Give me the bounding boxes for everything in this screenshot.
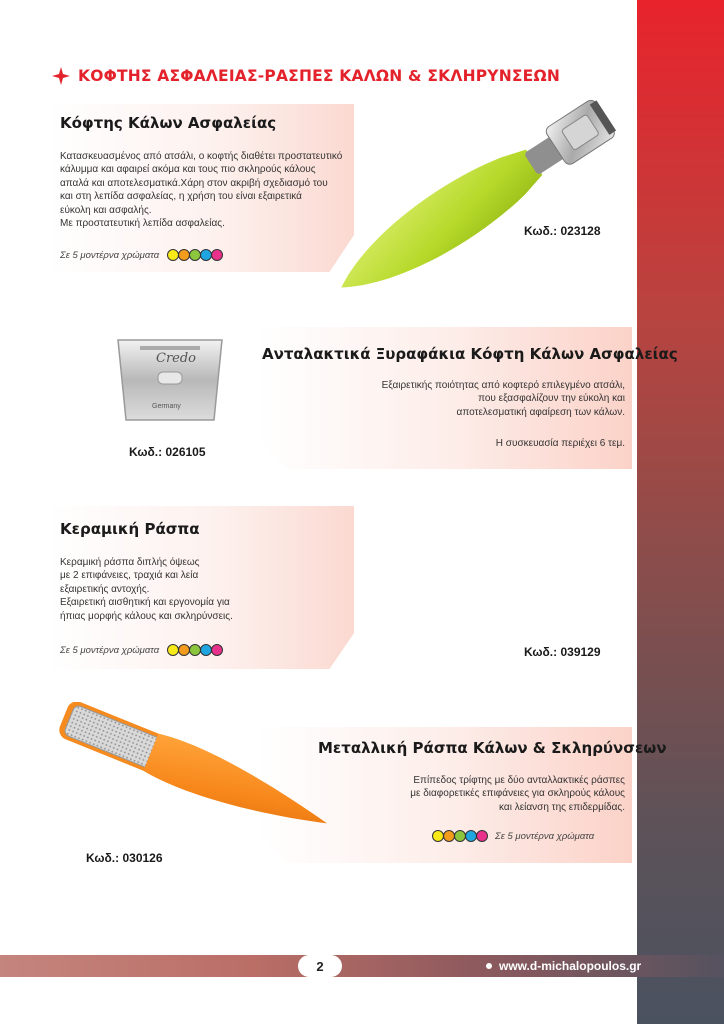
product-title: Κόφτης Κάλων Ασφαλείας: [60, 114, 277, 132]
callus-cutter-image: [300, 92, 640, 292]
description-line: κάλυμμα και αφαιρεί ακόμα και τους πιο σκληρούς κάλους: [60, 164, 316, 176]
page-header: [52, 64, 632, 88]
description-line: Εξαιρετικής ποιότητας από κοφτερό επιλεγμένο ατσάλι,: [381, 380, 625, 391]
colors-label: Σε 5 μοντέρνα χρώματα: [60, 644, 160, 656]
colors-label: Σε 5 μοντέρνα χρώματα: [495, 830, 595, 842]
description-line: με διαφορετικές επιφάνειες για σκληρούς κάλους: [410, 788, 625, 800]
description-line: και στη λεπίδα ασφαλείας, η χρήση του είναι εξαιρετικά: [60, 191, 302, 203]
product-code: Κωδ.: 023128: [524, 224, 601, 238]
bullet-icon: [486, 963, 492, 969]
description-line: εύκολη και ασφαλής.: [60, 204, 152, 216]
description-line: αποτελεσματική αφαίρεση των κάλων.: [456, 406, 625, 418]
colors-label: Σε 5 μοντέρνα χρώματα: [60, 249, 160, 261]
decorative-side-band: [637, 0, 724, 1024]
blade-brand-text: Credo: [156, 351, 197, 366]
product-title: Μεταλλική Ράσπα Κάλων & Σκληρύνσεων: [318, 739, 667, 757]
website-link[interactable]: [486, 958, 641, 974]
four-point-star-icon: [52, 67, 70, 85]
color-dots: [167, 249, 222, 261]
color-dot: [211, 249, 223, 261]
description-line: που εξασφαλίζουν την εύκολη και: [478, 393, 625, 405]
description-line: με 2 επιφάνειες, τραχιά και λεία: [60, 570, 199, 582]
color-dot: [211, 644, 223, 656]
product-code: Κωδ.: 039129: [524, 645, 601, 659]
description-line: ήπιας μορφής κάλους και σκληρύνσεις.: [60, 610, 233, 622]
page-title: ΚΟΦΤΗΣ ΑΣΦΑΛΕΙΑΣ-ΡΑΣΠΕΣ ΚΑΛΩΝ & ΣΚΛΗΡΥΝΣΕΩΝ: [78, 67, 561, 85]
color-dots: [167, 644, 222, 656]
product-code: Κωδ.: 026105: [129, 445, 206, 459]
description-line: Κατασκευασμένος από ατσάλι, ο κοφτής διαθέτει προστατευτικό: [60, 151, 343, 162]
blade-origin-text: Germany: [152, 403, 181, 410]
metal-rasp-image: [32, 702, 342, 862]
description-line: εξαιρετικής αντοχής.: [60, 583, 150, 595]
color-dot: [476, 830, 488, 842]
description-line: και λείανση της επιδερμίδας.: [499, 801, 625, 813]
product-title: Ανταλακτικά Ξυραφάκια Κόφτη Κάλων Ασφαλείας: [262, 345, 678, 363]
description-line: απαλά και αποτελεσματικά.Χάρη στον ακριβή σχεδιασμό του: [60, 177, 328, 189]
product-description: [300, 379, 625, 419]
description-line: Κεραμική ράσπα διπλής όψεως: [60, 557, 200, 568]
website-text: www.d-michalopoulos.gr: [499, 959, 642, 973]
product-code: Κωδ.: 030126: [86, 851, 163, 865]
product-description: [300, 774, 625, 814]
color-options: [60, 249, 222, 261]
replacement-blade-image: [110, 330, 230, 430]
page-number: 2: [298, 955, 342, 977]
description-line: Εξαιρετική αισθητική και εργονομία για: [60, 597, 230, 609]
product-title: Κεραμική Ράσπα: [60, 520, 200, 538]
color-options: [60, 644, 222, 656]
description-line: Επίπεδος τρίφτης με δύο ανταλλακτικές ράσπες: [413, 775, 625, 786]
package-note: Η συσκευασία περιέχει 6 τεμ.: [495, 438, 625, 449]
color-dots: [432, 830, 487, 842]
color-options: [432, 830, 594, 842]
description-line: Με προστατευτική λεπίδα ασφαλείας.: [60, 218, 225, 230]
product-description: [60, 556, 233, 623]
